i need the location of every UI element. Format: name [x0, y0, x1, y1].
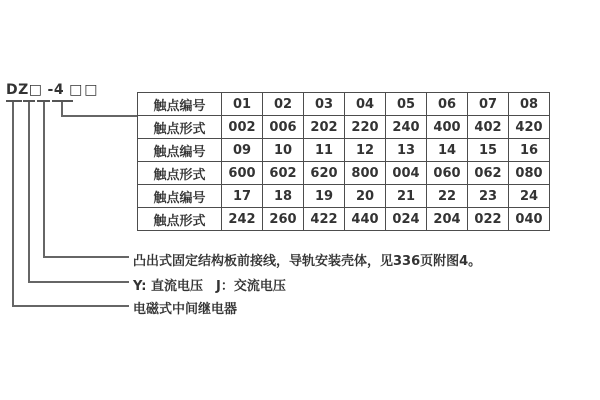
contact-form-cell: 080	[509, 162, 550, 185]
table-row	[138, 139, 550, 162]
model-code	[6, 82, 100, 98]
contact-form-cell: 004	[386, 162, 427, 185]
table-row	[138, 116, 550, 139]
contact-form-cell: 060	[427, 162, 468, 185]
table-row	[138, 208, 550, 231]
contact-number-cell: 20	[345, 185, 386, 208]
contact-number-cell: 18	[263, 185, 304, 208]
contact-form-cell: 240	[386, 116, 427, 139]
contact-form-cell: 420	[509, 116, 550, 139]
model-box-1: □	[28, 82, 43, 98]
contact-number-cell: 03	[304, 93, 345, 116]
contact-number-cell: 11	[304, 139, 345, 162]
contact-form-cell: 600	[222, 162, 263, 185]
leader-line-relay-type-vertical	[12, 102, 14, 307]
contact-number-cell: 08	[509, 93, 550, 116]
contact-number-cell: 15	[468, 139, 509, 162]
leader-line-contact-table-horizontal	[61, 115, 138, 117]
row-header: 触点形式	[138, 208, 222, 231]
contact-code-table	[137, 92, 550, 231]
row-header: 触点编号	[138, 139, 222, 162]
relay-type-label: 电磁式中间继电器	[133, 302, 238, 317]
contact-number-cell: 22	[427, 185, 468, 208]
contact-number-cell: 19	[304, 185, 345, 208]
contact-number-cell: 24	[509, 185, 550, 208]
table-row	[138, 162, 550, 185]
contact-number-cell: 17	[222, 185, 263, 208]
contact-number-cell: 13	[386, 139, 427, 162]
contact-form-cell: 220	[345, 116, 386, 139]
contact-form-cell: 040	[509, 208, 550, 231]
contact-form-cell: 202	[304, 116, 345, 139]
contact-number-cell: 07	[468, 93, 509, 116]
row-header: 触点编号	[138, 93, 222, 116]
row-header: 触点形式	[138, 162, 222, 185]
contact-number-cell: 14	[427, 139, 468, 162]
leader-line-mounting-horizontal	[43, 256, 129, 258]
model-dash-4: -4	[47, 82, 65, 98]
contact-form-cell: 400	[427, 116, 468, 139]
contact-number-cell: 04	[345, 93, 386, 116]
mounting-note: 凸出式固定结构板前接线，导轨安装壳体，见336页附图4。	[133, 254, 482, 269]
contact-form-cell: 422	[304, 208, 345, 231]
contact-form-cell: 620	[304, 162, 345, 185]
row-header: 触点编号	[138, 185, 222, 208]
contact-form-cell: 260	[263, 208, 304, 231]
contact-form-cell: 024	[386, 208, 427, 231]
leader-line-mounting-vertical	[43, 102, 45, 258]
contact-form-cell: 002	[222, 116, 263, 139]
row-header: 触点形式	[138, 116, 222, 139]
contact-form-cell: 022	[468, 208, 509, 231]
contact-form-cell: 602	[263, 162, 304, 185]
contact-number-cell: 12	[345, 139, 386, 162]
leader-line-voltage-horizontal	[28, 281, 129, 283]
table-row	[138, 93, 550, 116]
underline-prefix	[6, 100, 22, 102]
model-prefix: DZ	[6, 82, 29, 98]
voltage-note: Y: 直流电压 J：交流电压	[133, 279, 286, 294]
contact-number-cell: 10	[263, 139, 304, 162]
contact-form-cell: 062	[468, 162, 509, 185]
contact-form-cell: 242	[222, 208, 263, 231]
contact-number-cell: 23	[468, 185, 509, 208]
contact-number-cell: 06	[427, 93, 468, 116]
contact-form-cell: 402	[468, 116, 509, 139]
leader-line-relay-type-horizontal	[12, 305, 129, 307]
contact-form-cell: 440	[345, 208, 386, 231]
contact-form-cell: 204	[427, 208, 468, 231]
table-row	[138, 185, 550, 208]
contact-form-cell: 006	[263, 116, 304, 139]
contact-number-cell: 05	[386, 93, 427, 116]
model-box-2-3: □□	[69, 82, 100, 98]
contact-number-cell: 01	[222, 93, 263, 116]
leader-line-voltage-vertical	[28, 102, 30, 283]
contact-number-cell: 16	[509, 139, 550, 162]
contact-number-cell: 02	[263, 93, 304, 116]
contact-number-cell: 09	[222, 139, 263, 162]
contact-form-cell: 800	[345, 162, 386, 185]
contact-number-cell: 21	[386, 185, 427, 208]
